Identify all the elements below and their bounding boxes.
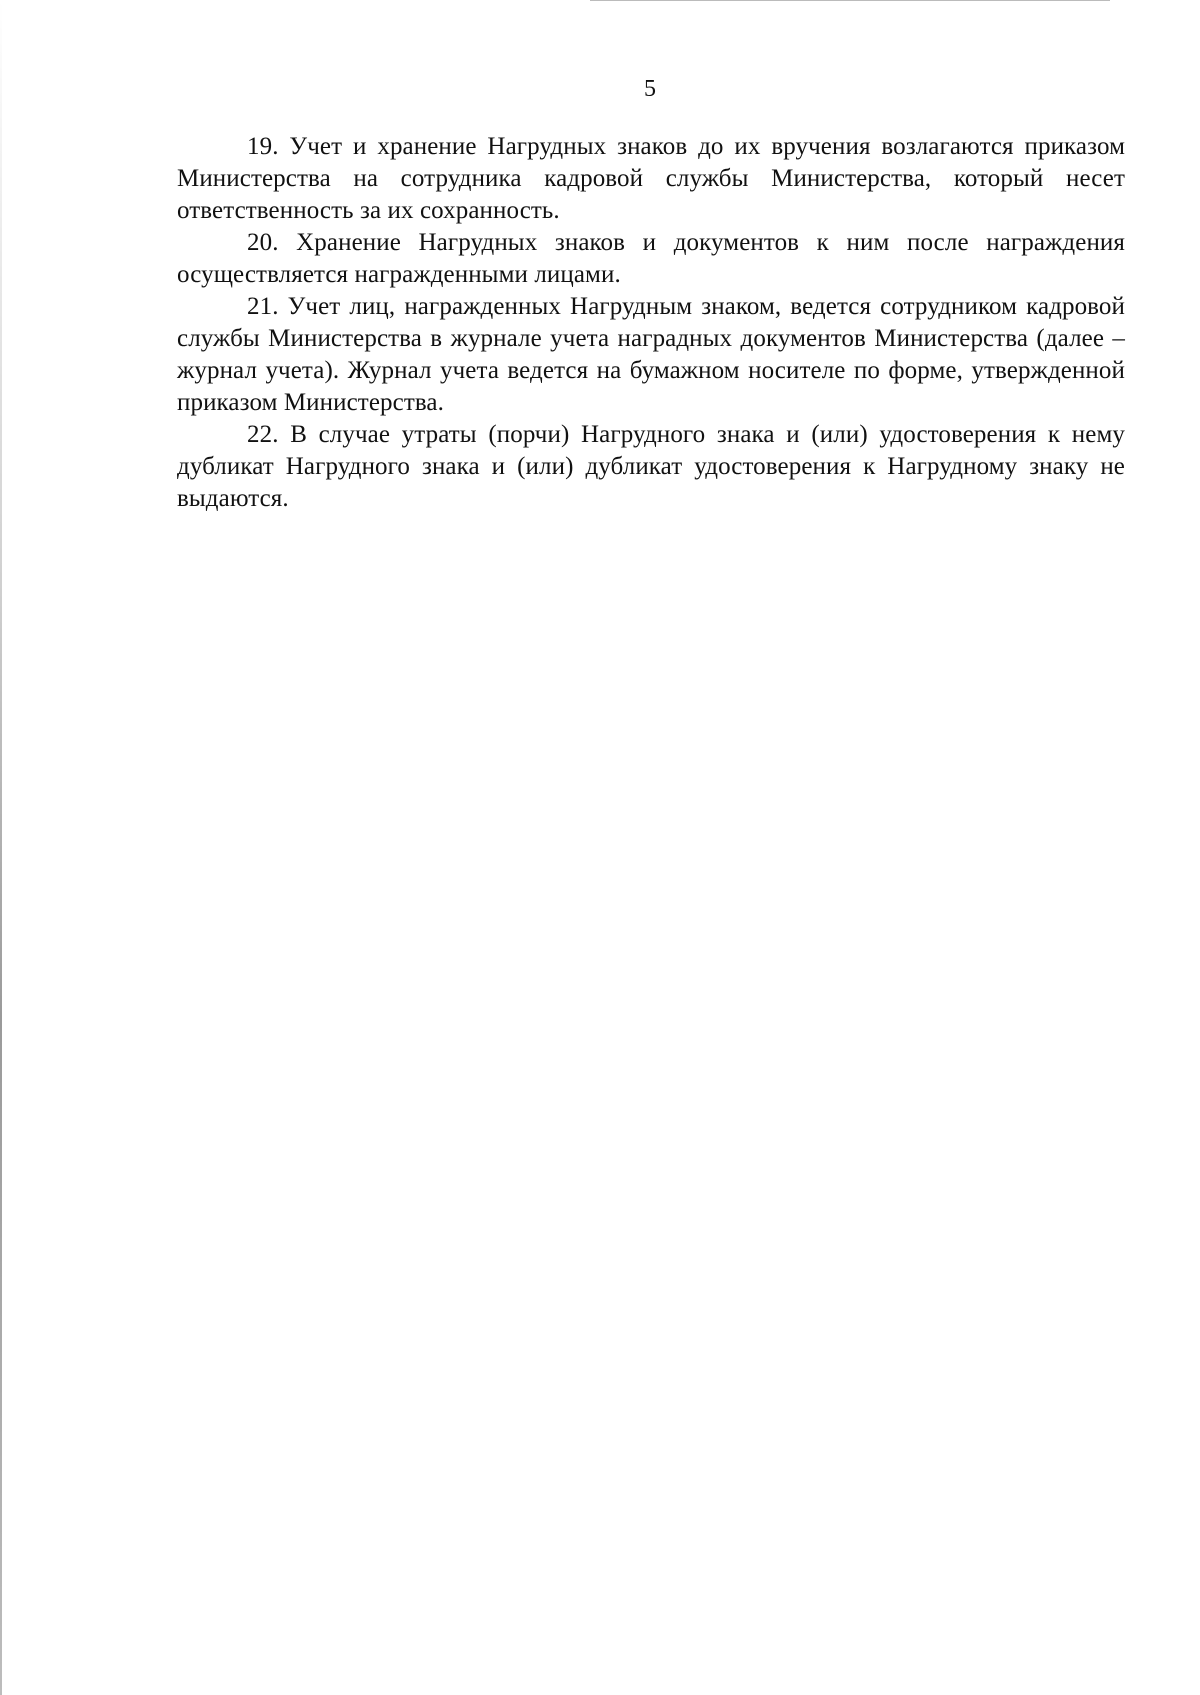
scan-edge-top [590, 0, 1110, 1]
paragraph-22: 22. В случае утраты (порчи) Нагрудного знака и (или) удостоверения к нему дубликат Нагрудного знака и (или) дубликат удостоверения к Нагрудному знаку не выдаются. [177, 421, 1125, 512]
paragraph-19: 19. Учет и хранение Нагрудных знаков до их вручения возлагаются приказом Министерства на сотрудника кадровой службы Министерства, который несет ответственность за их сохранность. [177, 133, 1125, 224]
scan-edge-left [0, 0, 2, 1695]
document-body [177, 131, 1125, 515]
paragraph-20: 20. Хранение Нагрудных знаков и документов к ним после награждения осуществляется награжденными лицами. [177, 229, 1125, 288]
paragraph-21: 21. Учет лиц, награжденных Нагрудным знаком, ведется сотрудником кадровой службы Министерства в журнале учета наградных документов Министерства (далее – журнал учета). Журнал учета ведется на бумажном носителе по форме, утвержденной приказом Министерства. [177, 293, 1125, 416]
page-number: 5 [644, 76, 656, 102]
